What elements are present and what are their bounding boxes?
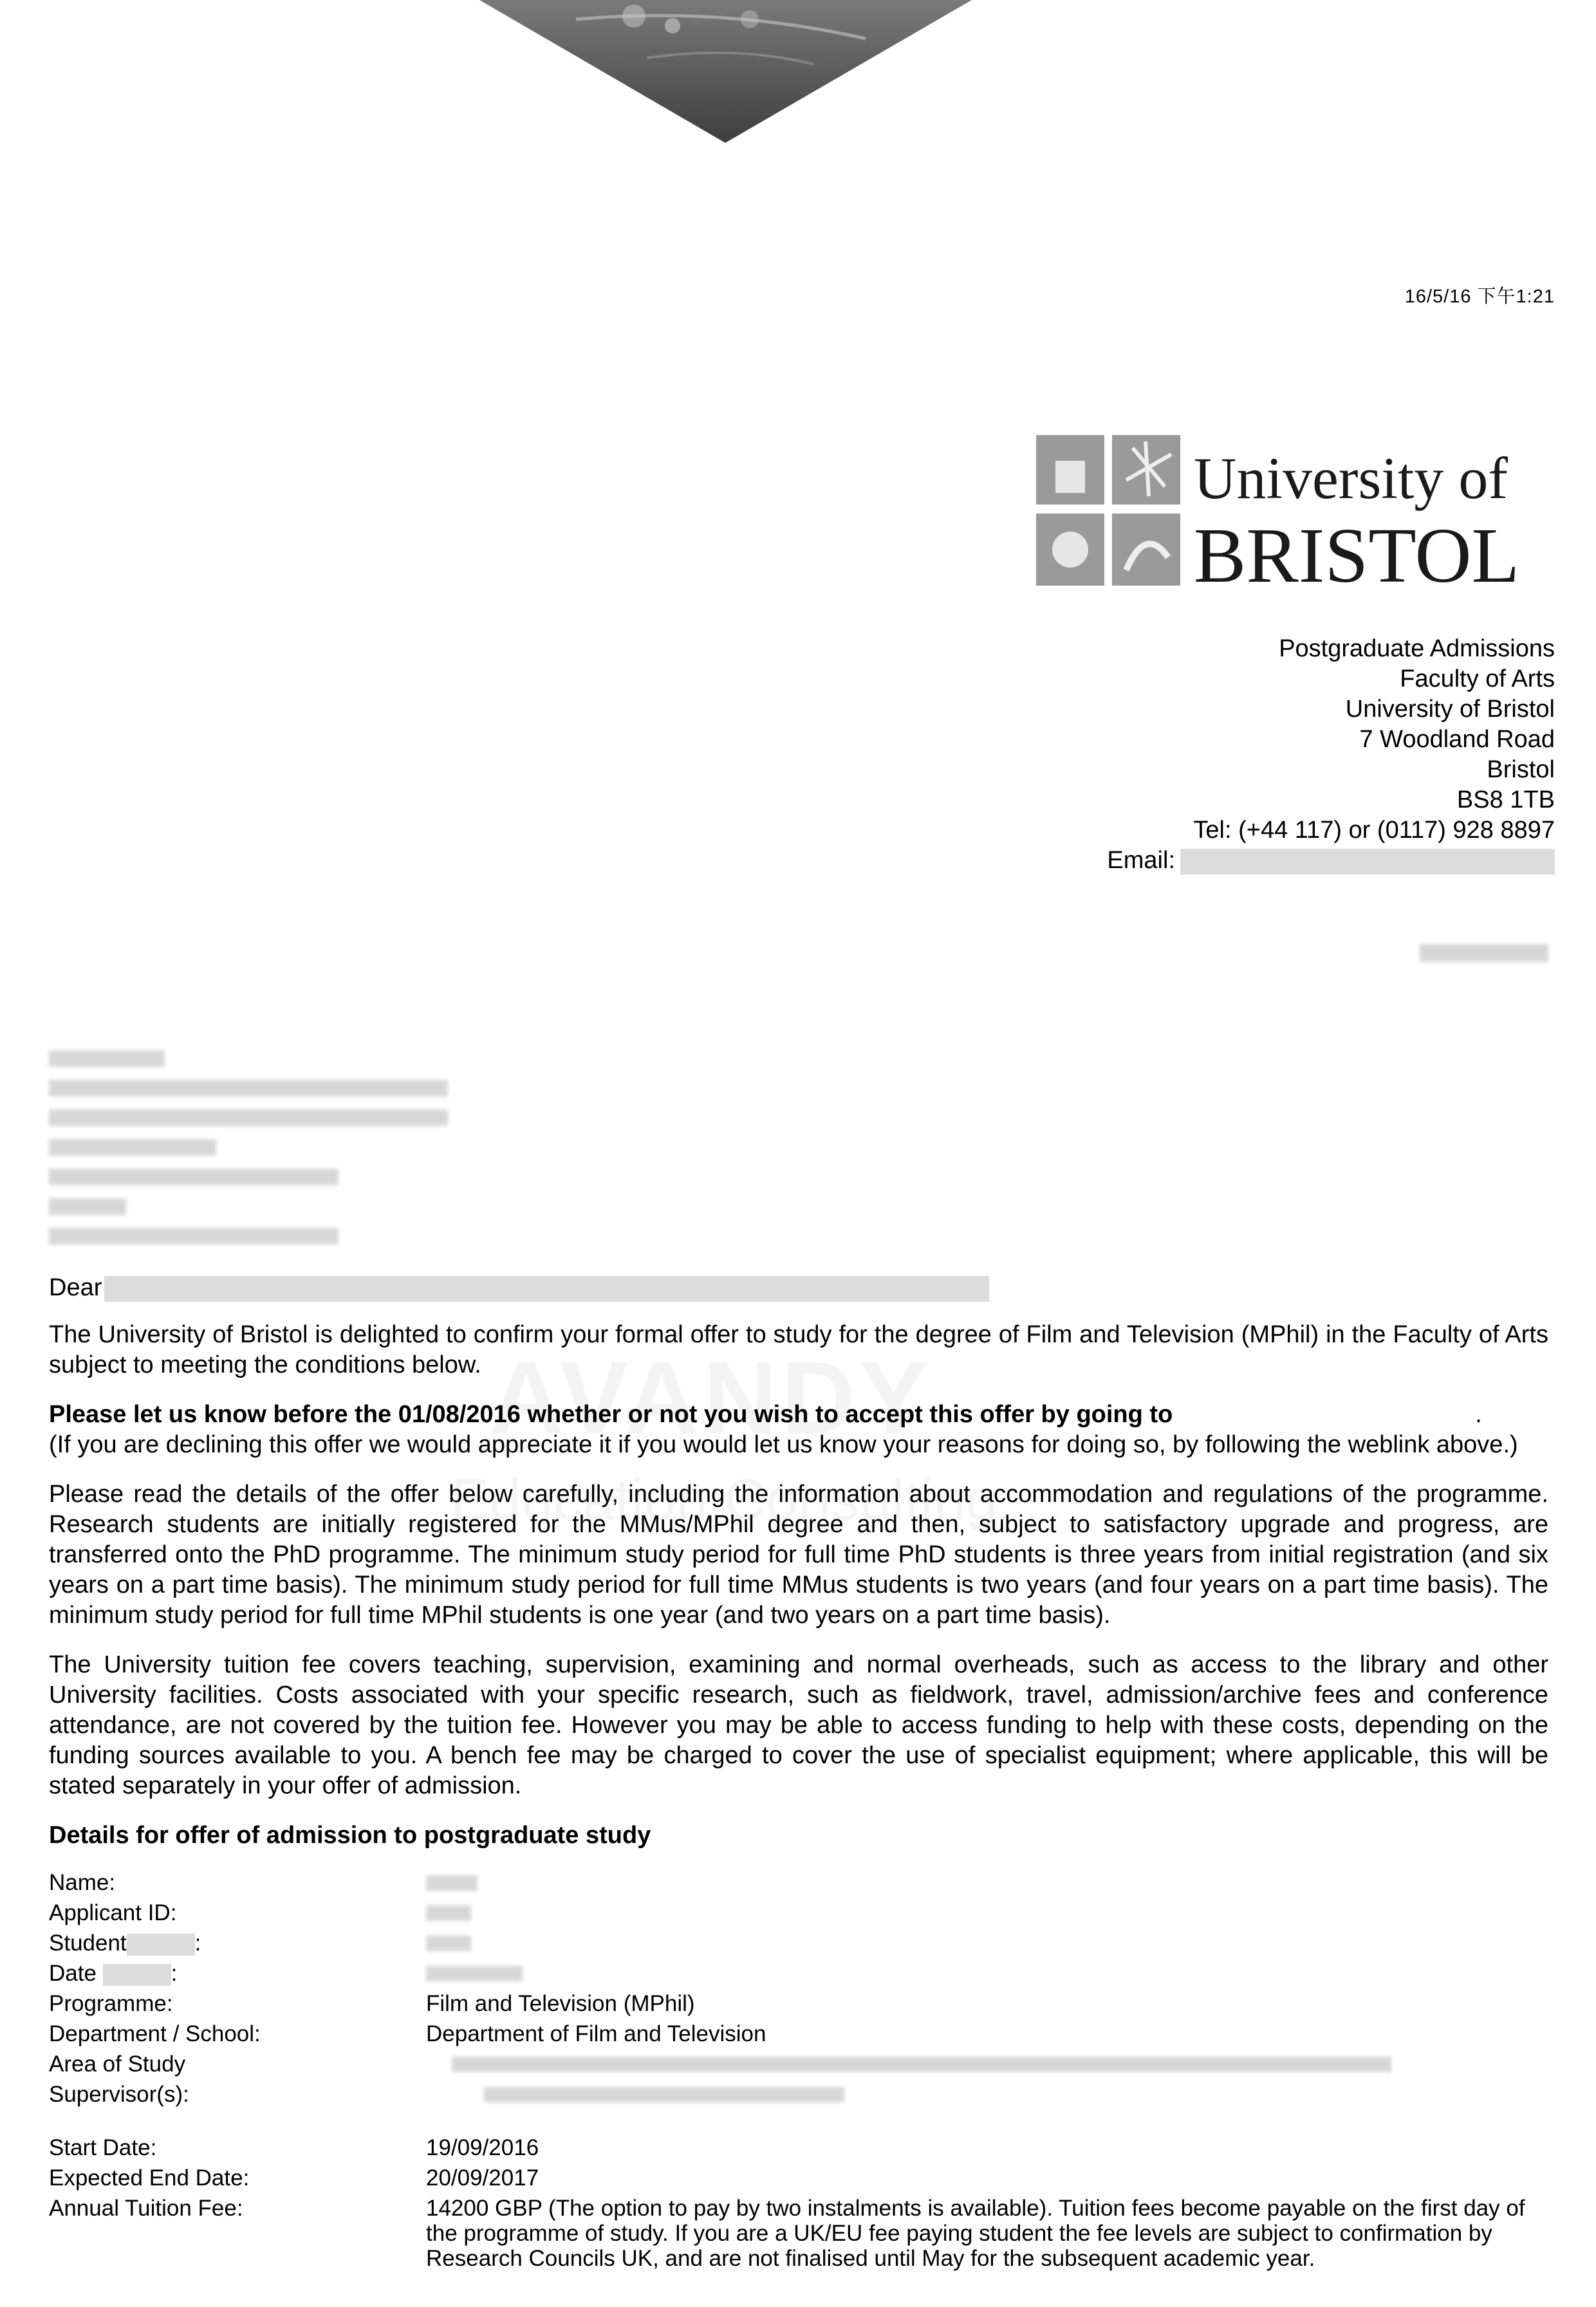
address-line: Faculty of Arts <box>1400 665 1555 692</box>
department-value: Department of Film and Television <box>426 2021 766 2046</box>
redacted-label-part <box>127 1934 195 1956</box>
intro-paragraph: The University of Bristol is delighted to confirm your formal offer to study for the degree of Film and Television (MPhil) in the Faculty of Arts subject to meeting the conditions below. <box>49 1321 1548 1378</box>
detail-row-department <box>49 2019 1548 2049</box>
address-line: 7 Woodland Road <box>1359 726 1555 753</box>
redacted-applicant-id <box>426 1898 1548 1928</box>
detail-row-applicant-id <box>49 1898 1548 1928</box>
redacted-area-value <box>426 2049 1548 2079</box>
phone-line: Tel: (+44 117) or (0117) 928 8897 <box>1193 817 1555 844</box>
detail-label: Programme: <box>49 1991 173 2016</box>
redacted-recipient-name <box>104 1276 989 1302</box>
redacted-line <box>49 1050 165 1067</box>
detail-label: Start Date: <box>49 2135 157 2160</box>
print-timestamp: 16/5/16 下午1:21 <box>1404 286 1555 307</box>
detail-label: Area of Study <box>49 2052 186 2077</box>
acceptance-paragraph <box>49 1400 1548 1460</box>
address-line: University of Bristol <box>1345 696 1555 723</box>
detail-row-area <box>49 2049 1548 2079</box>
detail-row-name <box>49 1867 1548 1898</box>
redacted-recipient-address <box>49 1050 448 1256</box>
redacted-line <box>49 1080 448 1097</box>
wordmark-line2: BRISTOL <box>1194 512 1520 587</box>
address-line: BS8 1TB <box>1456 786 1555 813</box>
redacted-line <box>49 1109 448 1126</box>
detail-label: Expected End Date: <box>49 2165 250 2191</box>
start-date-value: 19/09/2016 <box>426 2135 539 2160</box>
detail-label: Date : <box>49 1961 178 1986</box>
detail-row-start <box>49 2133 1548 2163</box>
address-line: Postgraduate Admissions <box>1279 635 1555 662</box>
tuition-fee-value: 14200 GBP (The option to pay by two instalments is available). Tuition fees become payable on the first day of the programme of study. If you are a UK/EU fee paying student the fee levels are subject to confirmation by Research Councils UK, and are not finalised until May for the subsequent academic year. <box>426 2196 1525 2271</box>
detail-row-programme <box>49 1988 1548 2019</box>
detail-label: Annual Tuition Fee: <box>49 2196 243 2221</box>
detail-label: Department / School: <box>49 2021 261 2046</box>
tuition-paragraph: The University tuition fee covers teaching, supervision, examining and normal overheads, such as access to the library and other University facilities. Costs associated with your specific research, such as fieldwork, travel, admission/archive fees and conference attendance, are not covered by the tuition fee. However you may be able to access funding to help with these costs, depending on the funding sources available to you. A bench fee may be charged to cover the use of specialist equipment; where applicable, this will be stated separately in your offer of admission. <box>49 1651 1548 1799</box>
detail-label: Supervisor(s): <box>49 2082 189 2107</box>
detail-label: Student : <box>49 1931 201 1956</box>
redacted-line <box>49 1139 216 1156</box>
redacted-label-part <box>103 1964 171 1986</box>
detail-row-end <box>49 2163 1548 2193</box>
redacted-line <box>49 1198 126 1215</box>
letter-body <box>49 1273 1548 2271</box>
email-label: Email: <box>1107 847 1175 874</box>
wordmark-line1: University of <box>1194 445 1508 511</box>
redacted-email <box>1180 849 1555 875</box>
detail-label: Name: <box>49 1870 116 1895</box>
redacted-supervisor-value <box>426 2079 1548 2109</box>
detail-row-supervisor <box>49 2079 1548 2109</box>
redacted-student-value <box>426 1928 1548 1958</box>
salutation <box>49 1273 1548 1303</box>
redacted-letter-date <box>1420 944 1548 962</box>
salutation-text: Dear <box>49 1274 102 1301</box>
detail-row-student <box>49 1928 1548 1958</box>
redacted-name-value <box>426 1867 1548 1898</box>
header-photo <box>479 0 972 143</box>
offer-details-table <box>49 1867 1548 2271</box>
declining-note: (If you are declining this offer we would appreciate it if you would let us know your reasons for doing so, by following the weblink above.) <box>49 1431 1518 1458</box>
crest-icon <box>1036 435 1180 586</box>
return-address <box>1107 634 1555 876</box>
acceptance-deadline: Please let us know before the 01/08/2016 whether or not you wish to accept this offer by going to <box>49 1401 1173 1428</box>
study-period-paragraph: Please read the details of the offer below carefully, including the information about accommodation and regulations of the programme. Research students are initially registered for the MMus/MPhil degree and then, subject to satisfactory upgrade and progress, are transferred onto the PhD programme. The minimum study period for full time PhD students is three years from initial registration (and six years on a part time basis). The minimum study period for full time MMus students is two years (and four years on a part time basis). The minimum study period for full time MPhil students is one year (and two years on a part time basis). <box>49 1481 1548 1629</box>
detail-label: Applicant ID: <box>49 1900 177 1925</box>
detail-row-date <box>49 1958 1548 1988</box>
programme-value: Film and Television (MPhil) <box>426 1991 695 2016</box>
email-row <box>1107 846 1555 876</box>
period: . <box>1475 1401 1482 1428</box>
details-heading: Details for offer of admission to postgraduate study <box>49 1822 651 1849</box>
end-date-value: 20/09/2017 <box>426 2165 539 2191</box>
university-logo <box>1036 435 1551 587</box>
address-line: Bristol <box>1487 756 1555 783</box>
redacted-date-value <box>426 1958 1548 1988</box>
redacted-line <box>49 1169 339 1185</box>
redacted-line <box>49 1228 339 1245</box>
detail-row-fee <box>49 2193 1548 2271</box>
